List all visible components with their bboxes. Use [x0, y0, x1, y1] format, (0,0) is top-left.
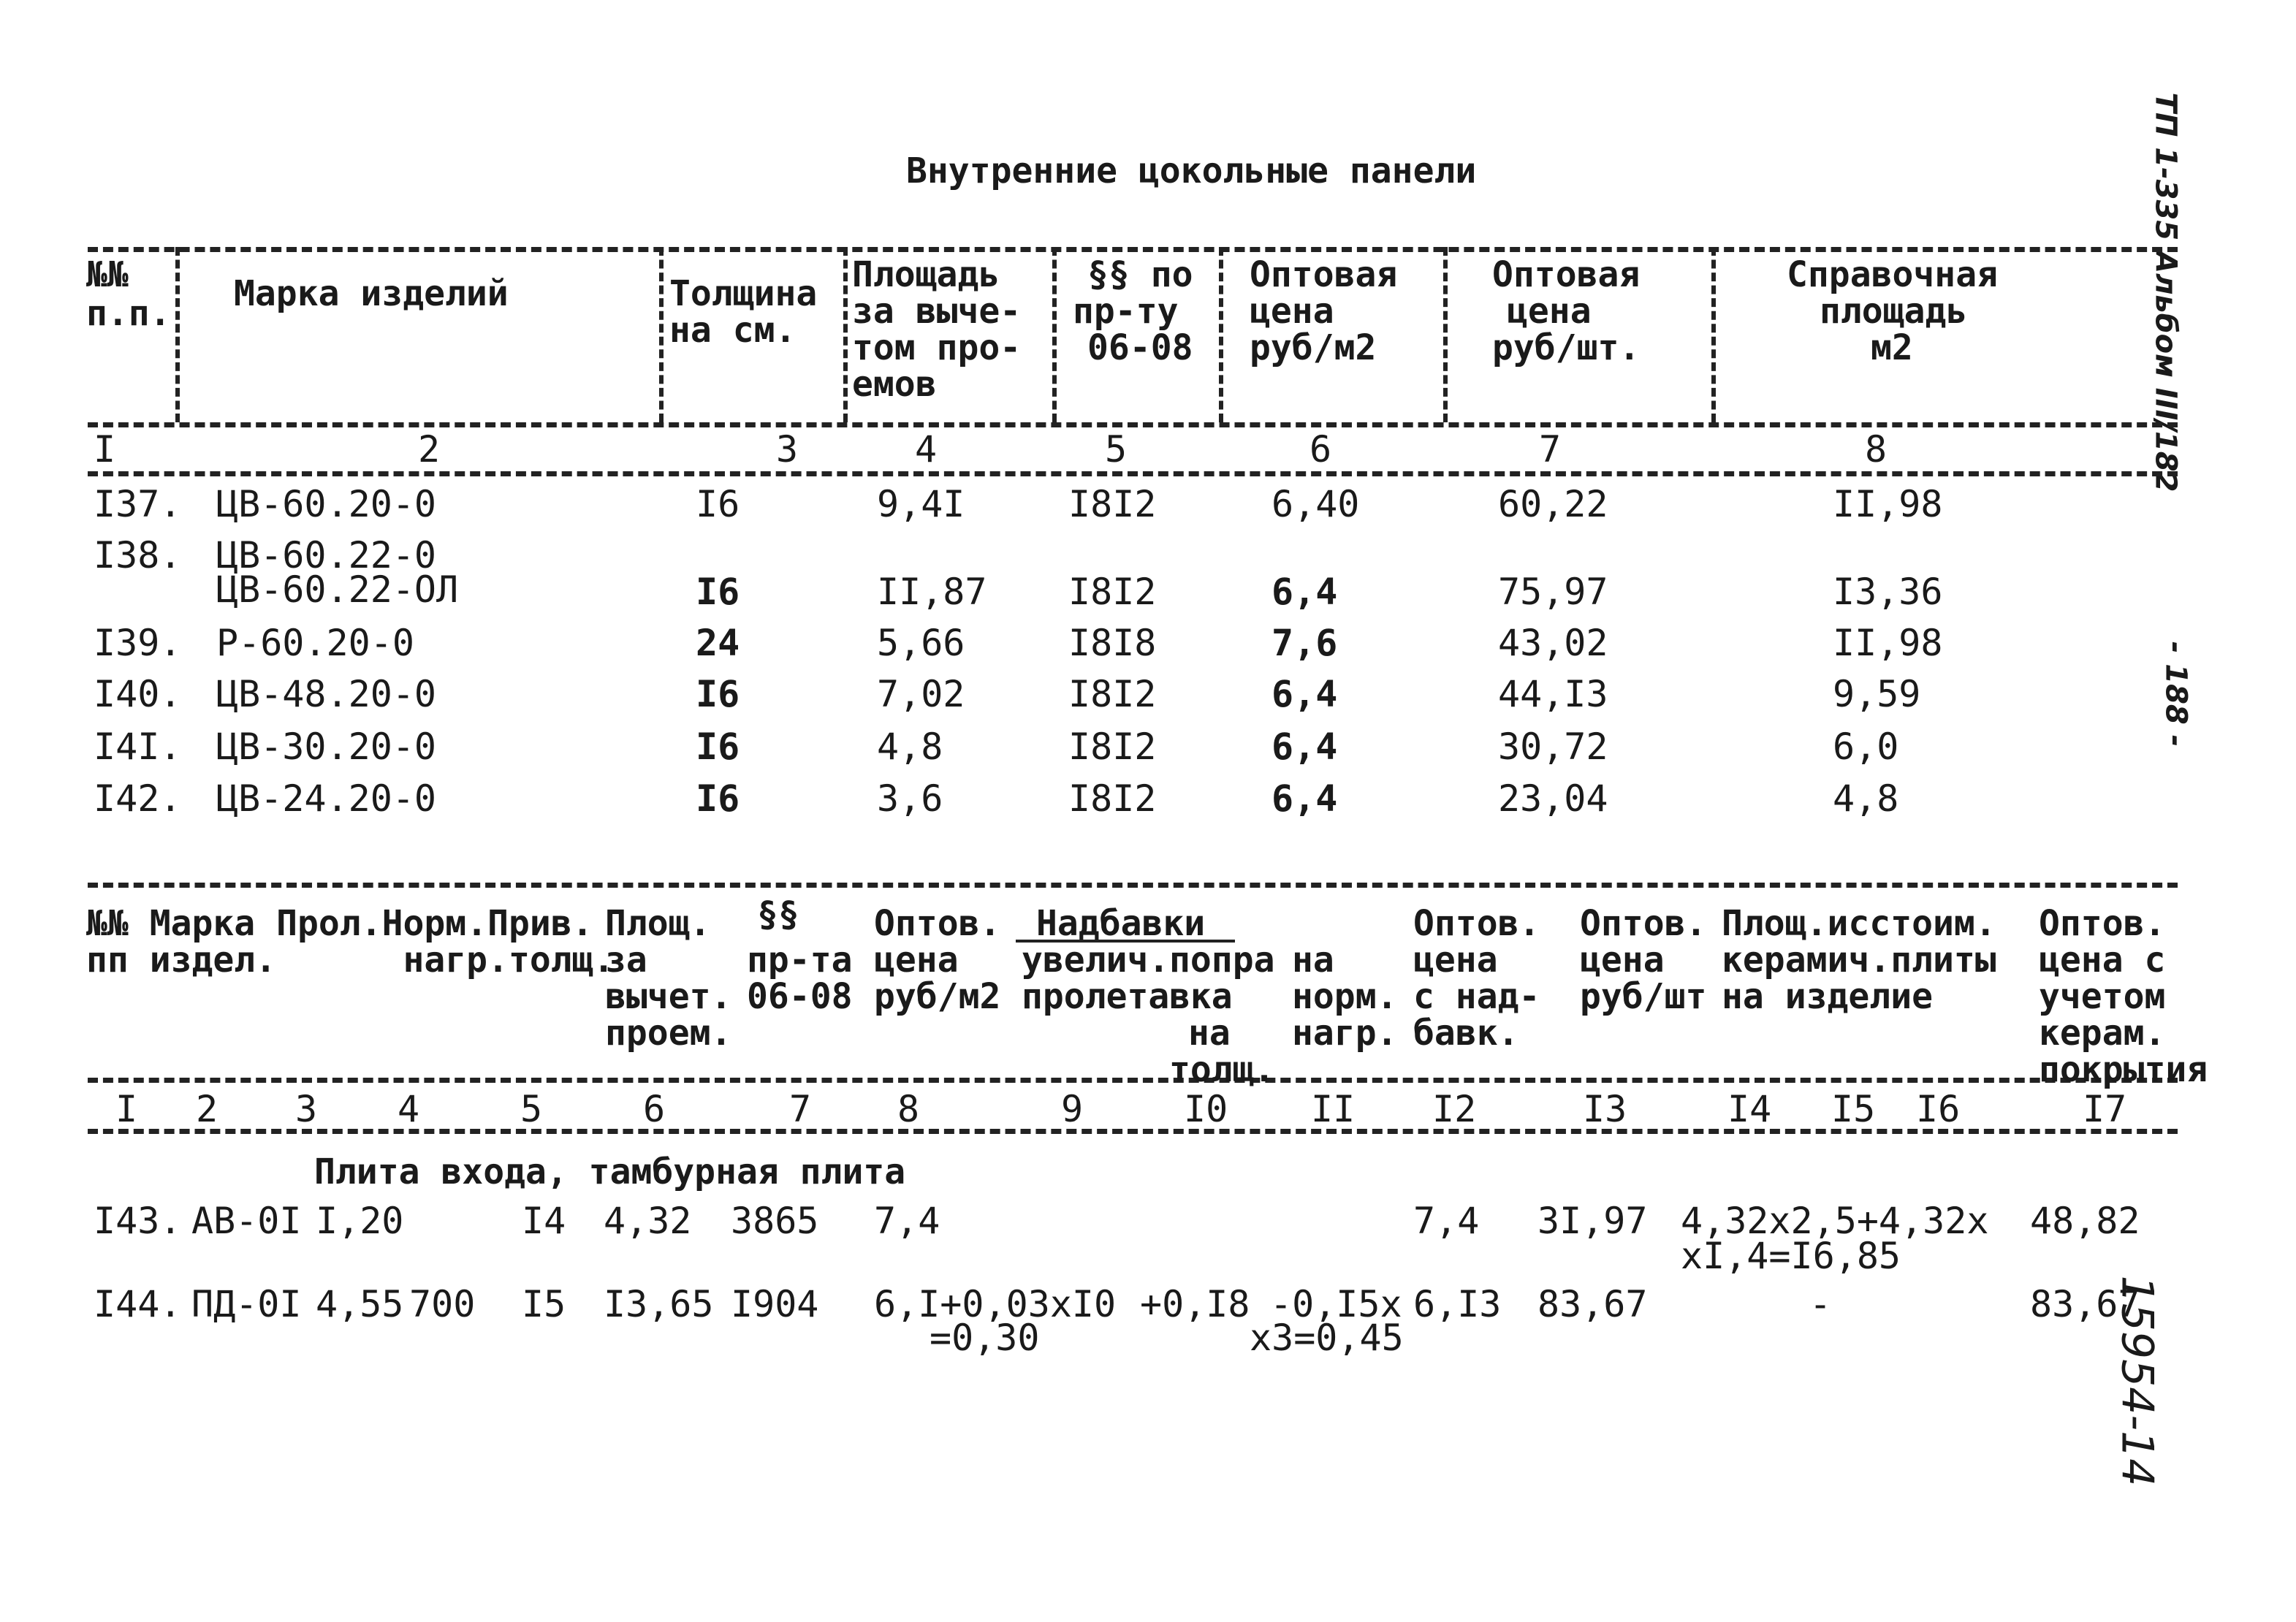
table1-divider	[175, 247, 180, 422]
table2-colnum: I7	[2083, 1088, 2127, 1130]
table2-top-rule	[88, 883, 2178, 888]
table2-colnum: 3	[295, 1088, 318, 1130]
table2-colnum: I4	[1727, 1088, 1772, 1130]
table2-colnum: I0	[1184, 1088, 1228, 1130]
table2-colnum: I	[115, 1088, 138, 1130]
table1-divider	[1219, 247, 1223, 422]
table1-colnum-rule	[88, 471, 2178, 476]
table1-divider	[1711, 247, 1716, 422]
table2-colnum: I6	[1916, 1088, 1961, 1130]
table2-colnum: 7	[789, 1088, 812, 1130]
album-stamp: ТП 1-335 Альбом III/182	[2148, 92, 2183, 492]
table1-colnum: 7	[1539, 428, 1562, 471]
table1-header-mark: Марка изделий	[234, 273, 509, 314]
table1-colnum: 2	[418, 428, 441, 471]
section-title: Плита входа, тамбурная плита	[314, 1151, 906, 1192]
table2-colnum: 2	[196, 1088, 218, 1130]
table1-colnum: 8	[1865, 428, 1888, 471]
table2-colnum: 8	[897, 1088, 920, 1130]
table2-colnum: 9	[1061, 1088, 1084, 1130]
table2-colnum: 5	[520, 1088, 543, 1130]
table2-colnum: I2	[1432, 1088, 1477, 1130]
table1-header-rule	[88, 422, 2178, 427]
table1-colnum: 5	[1105, 428, 1128, 471]
table1-divider	[659, 247, 664, 422]
table2-colnum: 6	[643, 1088, 666, 1130]
page-title: Внутренние цокольные панели	[906, 151, 1477, 191]
order-stamp: 15954-14	[2111, 1275, 2163, 1487]
table2-colnum: 4	[398, 1088, 420, 1130]
table1-divider	[843, 247, 848, 422]
table1-colnum: 4	[915, 428, 938, 471]
table2-header-rule	[88, 1078, 2178, 1083]
table1-divider	[1443, 247, 1448, 422]
table1-top-rule	[88, 247, 2178, 252]
page-number: - 188 -	[2159, 641, 2193, 747]
table1-colnum: 3	[776, 428, 799, 471]
table1-colnum: I	[94, 428, 116, 471]
table2-header-nadbavki: Надбавки	[1036, 903, 1206, 944]
table2-colnum: II	[1311, 1088, 1356, 1130]
table2-colnum: I3	[1583, 1088, 1627, 1130]
table1-divider	[1052, 247, 1057, 422]
table1-colnum: 6	[1309, 428, 1332, 471]
table2-colnum: I5	[1831, 1088, 1876, 1130]
